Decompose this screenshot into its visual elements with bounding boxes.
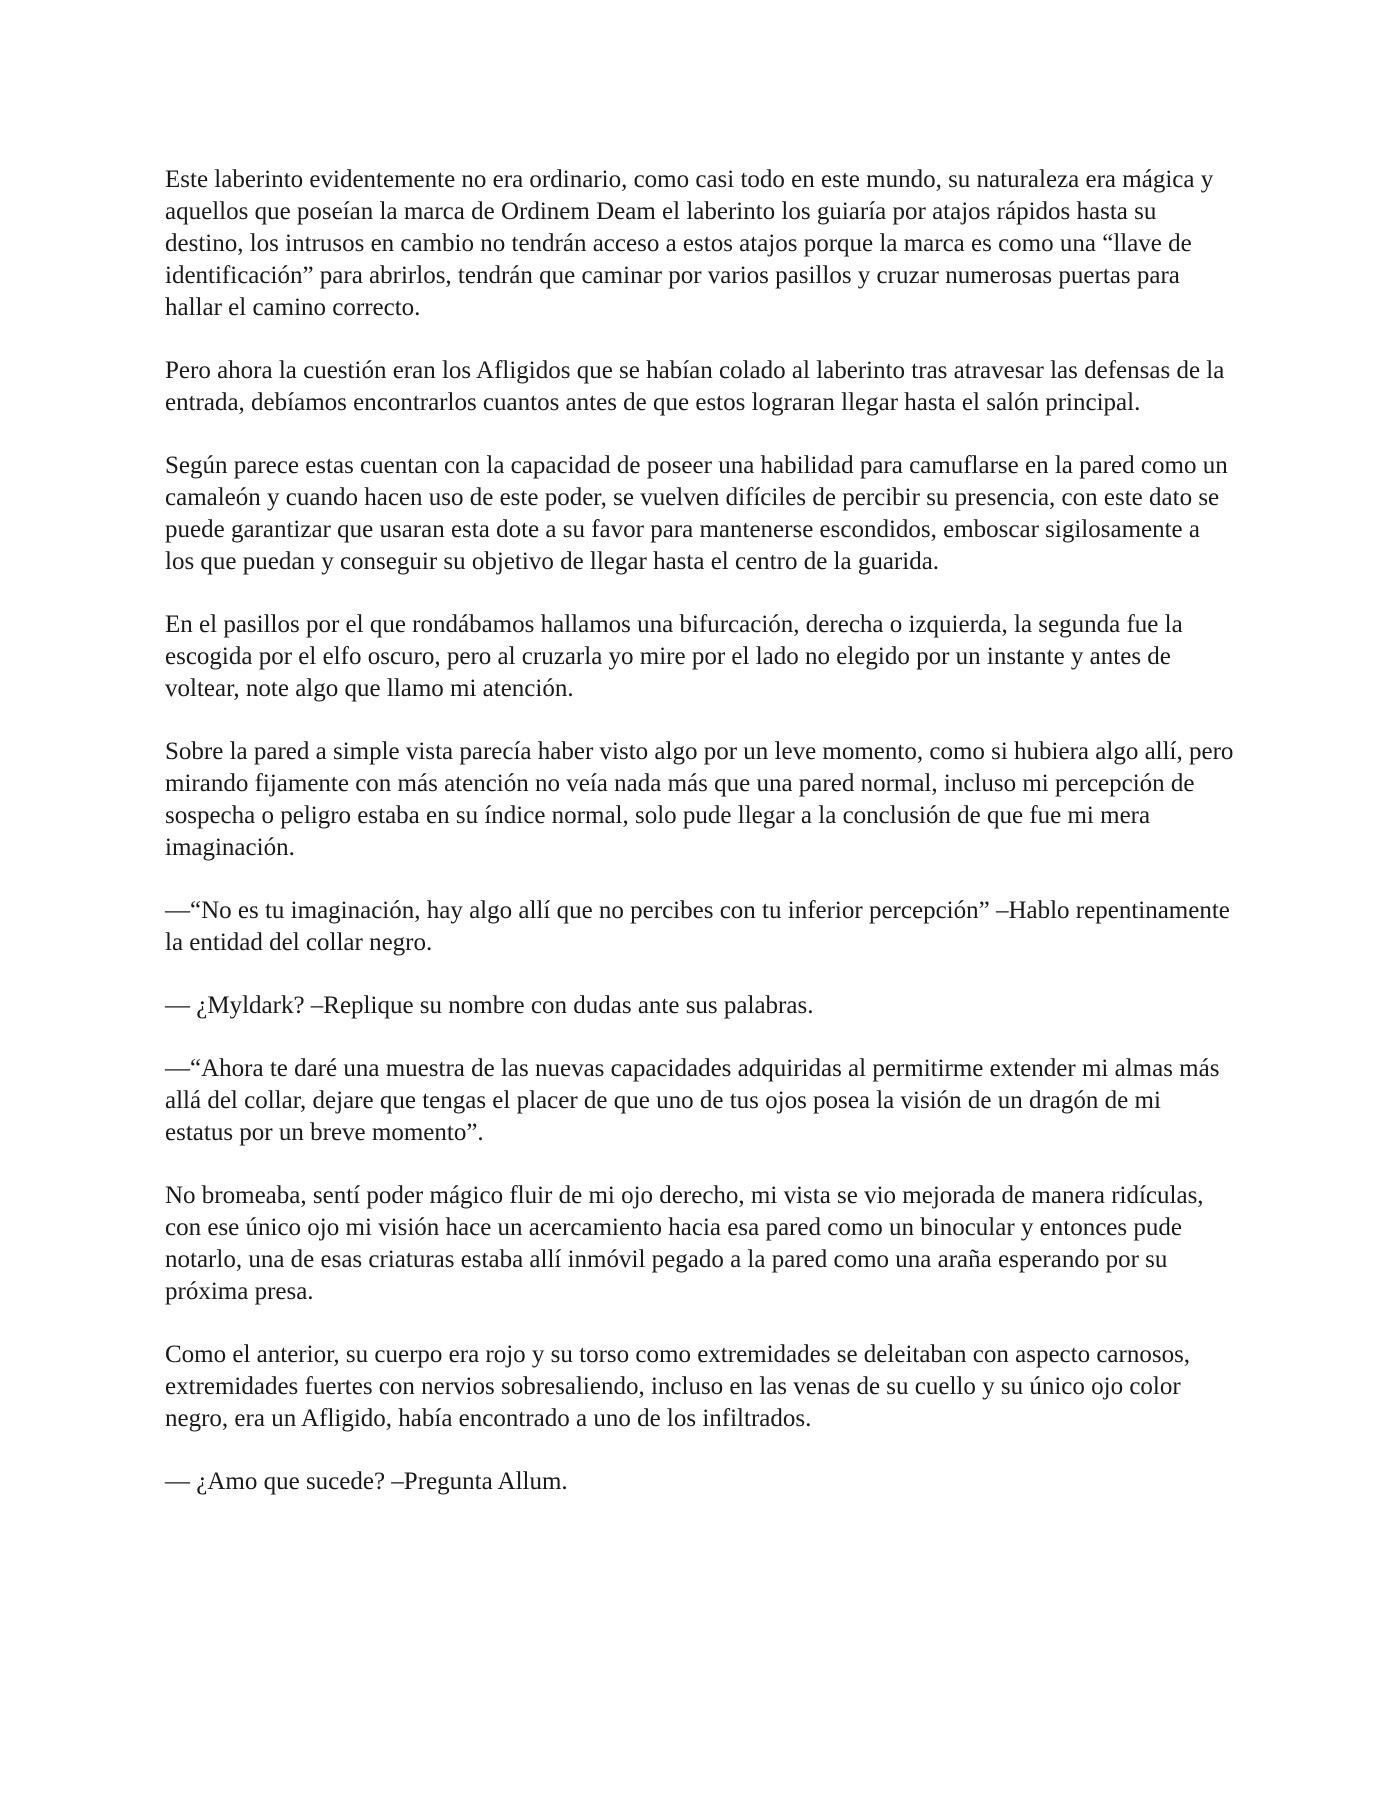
- paragraph: En el pasillos por el que rondábamos hallamos una bifurcación, derecha o izquierda, la segunda fue la escogida por el elfo oscuro, pero al cruzarla yo mire por el lado no elegido por un instante y antes de voltear, note algo que llamo mi atención.: [165, 611, 1183, 702]
- paragraph: Como el anterior, su cuerpo era rojo y su torso como extremidades se deleitaban con aspecto carnosos, extremidades fuertes con nervios sobresaliendo, incluso en las venas de su cuello y su único ojo color negro, era un Afligido, había encontrado a uno de los infiltrados.: [165, 1341, 1191, 1432]
- dialogue-line: — ¿Myldark? –Replique su nombre con dudas ante sus palabras.: [165, 992, 814, 1019]
- paragraph: Pero ahora la cuestión eran los Afligidos que se habían colado al laberinto tras atravesar las defensas de la entrada, debíamos encontrarlos cuantos antes de que estos lograran llegar hasta el salón principal.: [165, 357, 1225, 416]
- paragraph: Sobre la pared a simple vista parecía haber visto algo por un leve momento, como si hubiera algo allí, pero mirando fijamente con más atención no veía nada más que una pared normal, incluso mi percepción de sospecha o peligro estaba en su índice normal, solo pude llegar a la conclusión de que fue mi mera imaginación.: [165, 738, 1234, 861]
- dialogue-line: —“No es tu imaginación, hay algo allí que no percibes con tu inferior percepción” –Hablo repentinamente la entidad del collar negro.: [165, 897, 1230, 956]
- dialogue-line: — ¿Amo que sucede? –Pregunta Allum.: [165, 1468, 568, 1495]
- paragraph: Según parece estas cuentan con la capacidad de poseer una habilidad para camuflarse en la pared como un camaleón y cuando hacen uso de este poder, se vuelven difíciles de percibir su presencia, con este dato se puede garantizar que usaran esta dote a su favor para mantenerse escondidos, emboscar sigilosamente a los que puedan y conseguir su objetivo de llegar hasta el centro de la guarida.: [165, 452, 1228, 575]
- paragraph: Este laberinto evidentemente no era ordinario, como casi todo en este mundo, su naturaleza era mágica y aquellos que poseían la marca de Ordinem Deam el laberinto los guiaría por atajos rápidos hasta su destino, los intrusos en cambio no tendrán acceso a estos atajos porque la marca es como una “llave de identificación” para abrirlos, tendrán que caminar por varios pasillos y cruzar numerosas puertas para hallar el camino correcto.: [165, 166, 1214, 321]
- document-body: [165, 164, 1235, 1529]
- dialogue-line: —“Ahora te daré una muestra de las nuevas capacidades adquiridas al permitirme extender mi almas más allá del collar, dejare que tengas el placer de que uno de tus ojos posea la visión de un dragón de mi estatus por un breve momento”.: [165, 1055, 1220, 1146]
- paragraph: No bromeaba, sentí poder mágico fluir de mi ojo derecho, mi vista se vio mejorada de manera ridículas, con ese único ojo mi visión hace un acercamiento hacia esa pared como un binocular y entonces pude notarlo, una de esas criaturas estaba allí inmóvil pegado a la pared como una araña esperando por su próxima presa.: [165, 1182, 1204, 1305]
